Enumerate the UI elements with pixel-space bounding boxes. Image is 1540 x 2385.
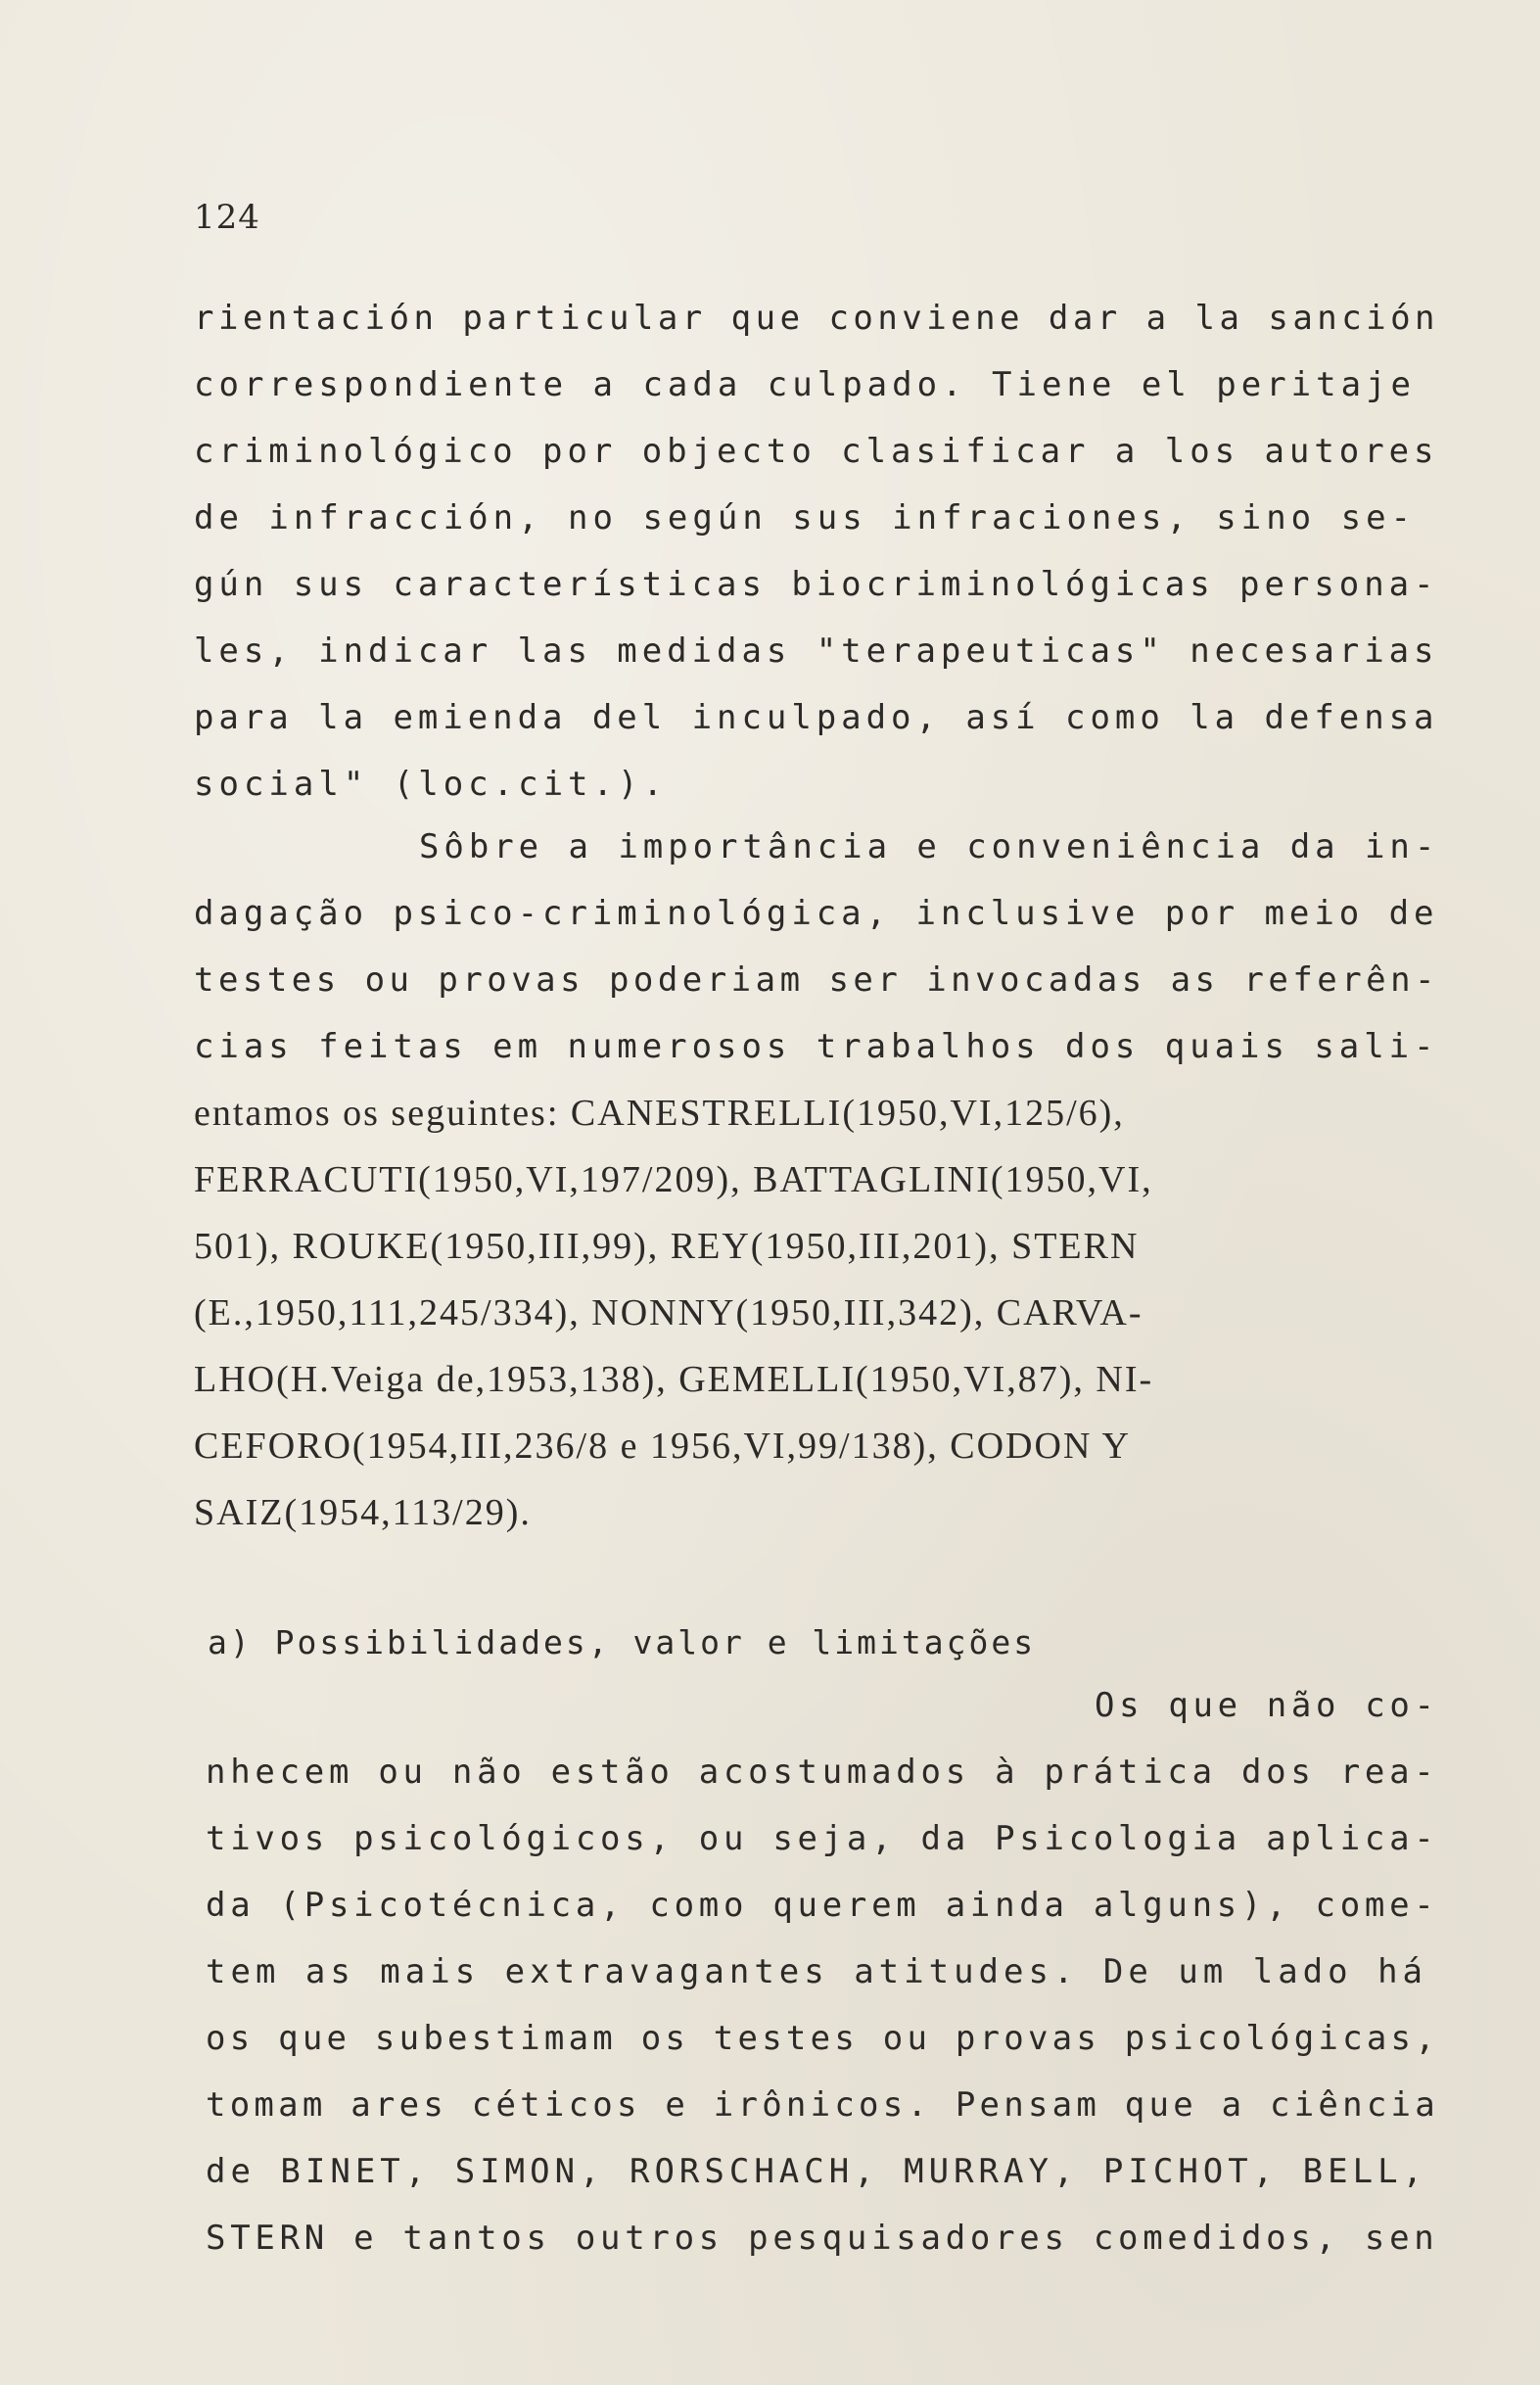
text-line: tomam ares céticos e irônicos. Pensam que a ciência [206,2085,1439,2125]
text-line: 501), ROUKE(1950,III,99), REY(1950,III,201), STERN [194,1226,1140,1267]
text-line: Os que não co- [1095,1686,1439,1725]
text-line: os que subestimam os testes ou provas psicológicas, [206,2019,1439,2058]
text-line: de infracción, no según sus infraciones, sino se- [194,498,1417,538]
text-line: nhecem ou não estão acostumados à prática dos rea- [206,1753,1439,1792]
text-line: entamos os seguintes: CANESTRELLI(1950,VI,125/6), [194,1093,1125,1134]
text-line: les, indicar las medidas "terapeuticas" necesarias [194,631,1439,671]
page-number: 124 [194,198,260,237]
text-line: correspondiente a cada culpado. Tiene el peritaje [194,365,1417,404]
text-line: testes ou provas poderiam ser invocadas as referên- [194,960,1439,1000]
text-line: FERRACUTI(1950,VI,197/209), BATTAGLINI(1950,VI, [194,1159,1153,1200]
text-line: para la emienda del inculpado, así como la defensa [194,698,1439,737]
text-line: gún sus características biocriminológicas persona- [194,565,1439,604]
text-line: rientación particular que conviene dar a la sanción [194,299,1439,338]
text-line: (E.,1950,111,245/334), NONNY(1950,III,342), CARVA- [194,1292,1143,1333]
text-line: cias feitas em numerosos trabalhos dos quais sali- [194,1027,1439,1066]
text-line: LHO(H.Veiga de,1953,138), GEMELLI(1950,VI,87), NI- [194,1359,1154,1400]
text-line: Sôbre a importância e conveniência da in- [419,827,1440,866]
text-line: SAIZ(1954,113/29). [194,1492,532,1533]
text-line: de BINET, SIMON, RORSCHACH, MURRAY, PICHOT, BELL, [206,2152,1428,2191]
section-heading: a) Possibilidades, valor e limitações [208,1623,1037,1661]
text-line: dagação psico-criminológica, inclusive por meio de [194,894,1439,933]
text-line: STERN e tantos outros pesquisadores comedidos, sen [206,2219,1439,2258]
text-line: da (Psicotécnica, como querem ainda alguns), come- [206,1886,1439,1925]
text-line: tivos psicológicos, ou seja, da Psicologia aplica- [206,1819,1439,1858]
text-line: social" (loc.cit.). [194,765,668,804]
text-line: tem as mais extravagantes atitudes. De um lado há [206,1952,1428,1991]
text-line: CEFORO(1954,III,236/8 e 1956,VI,99/138), CODON Y [194,1426,1131,1467]
text-line: criminológico por objecto clasificar a los autores [194,432,1439,471]
